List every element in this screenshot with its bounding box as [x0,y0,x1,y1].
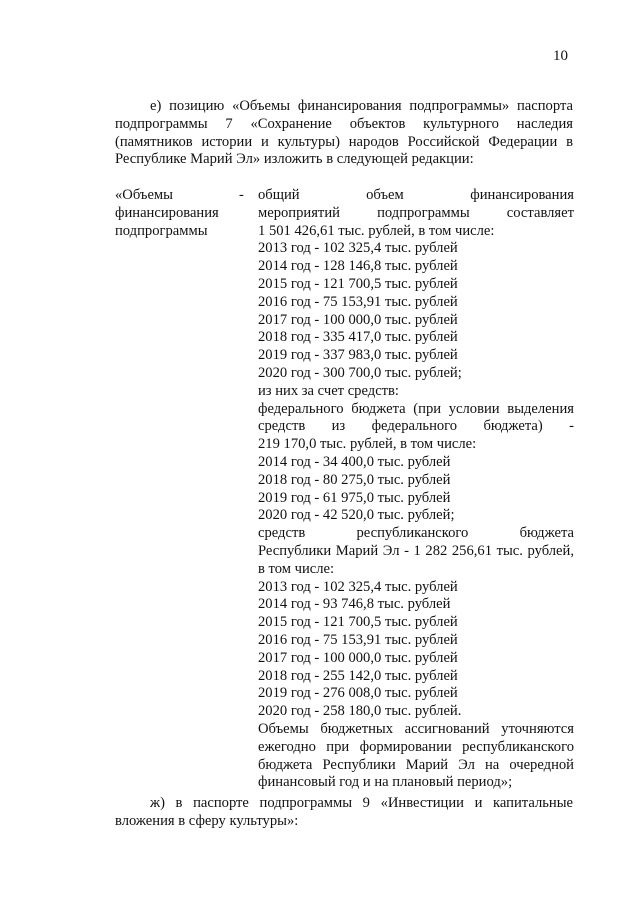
note-line: финансовый год и на плановый период»; [258,774,513,791]
federal-year-line: 2020 год - 42 520,0 тыс. рублей; [258,507,455,524]
republic-line: в том числе: [258,560,335,577]
total-line: 1 501 426,61 тыс. рублей, в том числе: [258,222,495,239]
republic-year-line: 2015 год - 121 700,5 тыс. рублей [258,614,458,631]
total-year-line: 2020 год - 300 700,0 тыс. рублей; [258,364,462,381]
republic-year-line: 2020 год - 258 180,0 тыс. рублей. [258,703,462,720]
republic-year-line: 2017 год - 100 000,0 тыс. рублей [258,649,458,666]
of-them-line: из них за счет средств: [258,382,399,399]
total-year-line: 2013 год - 102 325,4 тыс. рублей [258,240,458,257]
republic-year-line: 2013 год - 102 325,4 тыс. рублей [258,578,458,595]
label-line: финансирования [115,204,219,221]
total-line: мероприятий подпрограммы составляет [258,204,574,221]
label-dash: - [239,187,244,203]
page-number: 10 [553,48,568,64]
total-year-line: 2015 год - 121 700,5 тыс. рублей [258,275,458,292]
total-year-line: 2014 год - 128 146,8 тыс. рублей [258,258,458,275]
federal-year-line: 2018 год - 80 275,0 тыс. рублей [258,471,451,488]
note-line: ежегодно при формировании республиканского [258,738,574,755]
note-line: бюджета Республики Марий Эл на очередной [258,756,574,773]
total-year-line: 2018 год - 335 417,0 тыс. рублей [258,329,458,346]
federal-line: федерального бюджета (при условии выделения [258,400,574,417]
republic-year-line: 2019 год - 276 008,0 тыс. рублей [258,685,458,702]
total-line: общий объем финансирования [258,187,574,203]
federal-year-line: 2019 год - 61 975,0 тыс. рублей [258,489,451,506]
label-line: подпрограммы [115,222,208,239]
federal-line: средств из федерального бюджета) - [258,418,574,435]
federal-year-line: 2014 год - 34 400,0 тыс. рублей [258,453,451,470]
republic-year-line: 2014 год - 93 746,8 тыс. рублей [258,596,451,613]
total-year-line: 2016 год - 75 153,91 тыс. рублей [258,293,458,310]
note-line: Объемы бюджетных ассигнований уточняются [258,720,574,737]
paragraph-e: е) позицию «Объемы финансирования подпрограммы» паспорта подпрограммы 7 «Сохранение объектов культурного наследия (памятников истории и культуры) народов Российской Федерации в Республике Марий Эл» изложить в следующей редакции: [115,98,573,168]
label-line: «Объемы [115,187,173,203]
total-year-line: 2019 год - 337 983,0 тыс. рублей [258,347,458,364]
republic-year-line: 2018 год - 255 142,0 тыс. рублей [258,667,458,684]
paragraph-zh: ж) в паспорте подпрограммы 9 «Инвестиции и капитальные вложения в сферу культуры»: [115,795,573,829]
republic-year-line: 2016 год - 75 153,91 тыс. рублей [258,631,458,648]
republic-line: Республики Марий Эл - 1 282 256,61 тыс. рублей, [258,542,574,559]
republic-line: средств республиканского бюджета [258,525,574,542]
total-year-line: 2017 год - 100 000,0 тыс. рублей [258,311,458,328]
funding-values [258,187,574,792]
funding-label [115,187,255,240]
federal-line: 219 170,0 тыс. рублей, в том числе: [258,436,477,453]
